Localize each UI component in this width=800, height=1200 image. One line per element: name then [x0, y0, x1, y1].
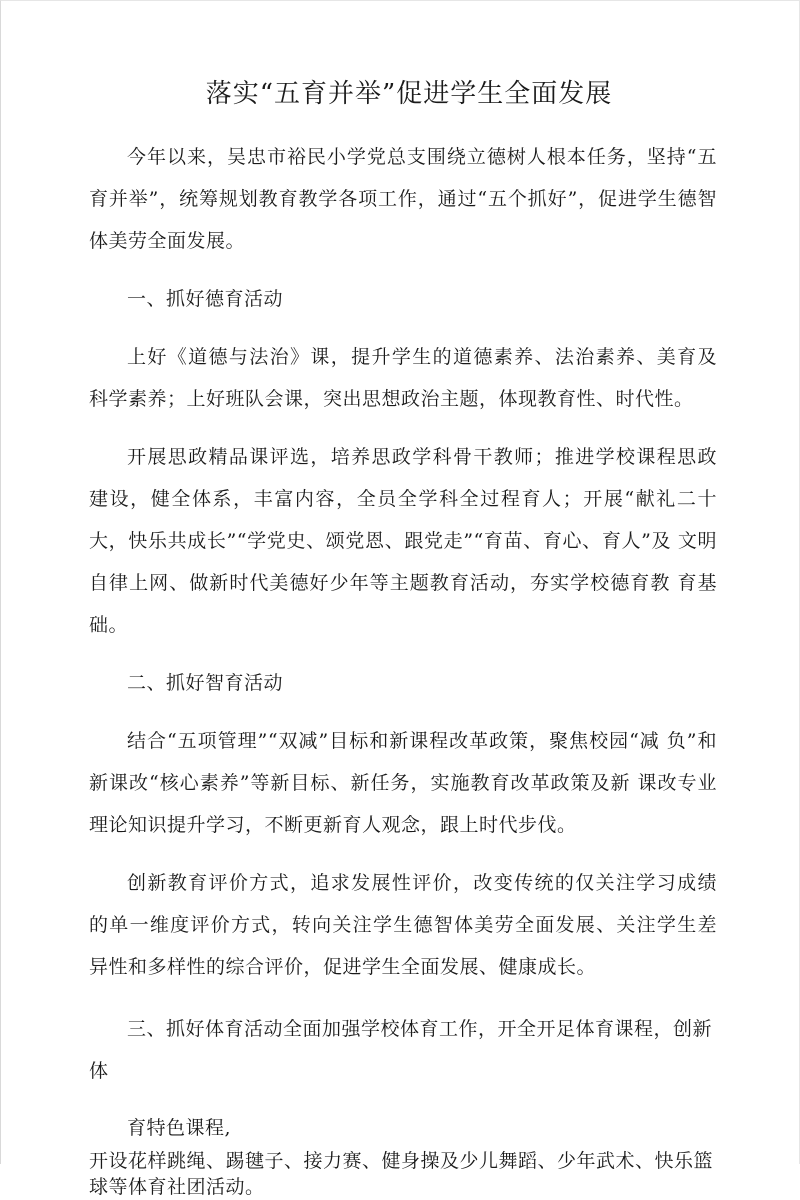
- moral-paragraph-1: 上好《道德与法治》课，提升学生的道德素养、法治素养、美育及 科学素养；上好班队会课，突出思想政治主题，体现教育性、时代性。: [89, 346, 717, 410]
- spacer: [89, 420, 717, 436]
- spacer: [89, 704, 717, 720]
- spacer: [89, 846, 717, 862]
- physical-paragraph: 开设花样跳绳、踢毽子、接力赛、健身操及少儿舞蹈、少年武术、快乐篮球等体育社团活动。: [89, 1150, 714, 1198]
- intro-paragraph: 今年以来，吴忠市裕民小学党总支围绕立德树人根本任务，坚持“五育并举”，统筹规划教育教学各项工作，通过“五个抓好”，促进学生德智体美劳全面发展。: [89, 146, 717, 252]
- spacer: [89, 320, 717, 336]
- intellectual-paragraph-1: 结合“五项管理”“双减”目标和新课程改革政策，聚焦校园“减 负”和新课改“核心素养”等新目标、新任务，实施教育改革政策及新 课改专业理论知识提升学习，不断更新育人观念，跟上时代步伐。: [89, 730, 717, 836]
- section-heading-physical: 三、抓好体育活动全面加强学校体育工作，开全开足体育课程，创新体: [89, 1018, 713, 1082]
- moral-paragraph-2: 开展思政精品课评选，培养思政学科骨干教师；推进学校课程思政 建设，健全体系，丰富内容，全员全学科全过程育人；开展“献礼二十 大，快乐共成长”“学党史、颂党恩、跟党走”“育苗、育心、育人”及 文明自律上网、做新时代美德好少年等主题教育活动，夯实学校德育教 育基础。: [89, 446, 717, 636]
- document-body: [89, 73, 717, 1200]
- spacer: [89, 262, 717, 278]
- spacer: [89, 1092, 717, 1108]
- physical-continuation: 育特色课程,: [127, 1117, 232, 1139]
- section-heading-intellectual: 二、抓好智育活动: [127, 672, 284, 694]
- section-heading-moral: 一、抓好德育活动: [127, 288, 284, 310]
- spacer: [89, 988, 717, 1008]
- intellectual-paragraph-2: 创新教育评价方式，追求发展性评价，改变传统的仅关注学习成绩 的单一维度评价方式，转向关注学生德智体美劳全面发展、关注学生差 异性和多样性的综合评价，促进学生全面发展、健康成长。: [89, 872, 717, 978]
- document-title: 落实“五育并举”促进学生全面发展: [205, 79, 613, 109]
- spacer: [89, 646, 717, 662]
